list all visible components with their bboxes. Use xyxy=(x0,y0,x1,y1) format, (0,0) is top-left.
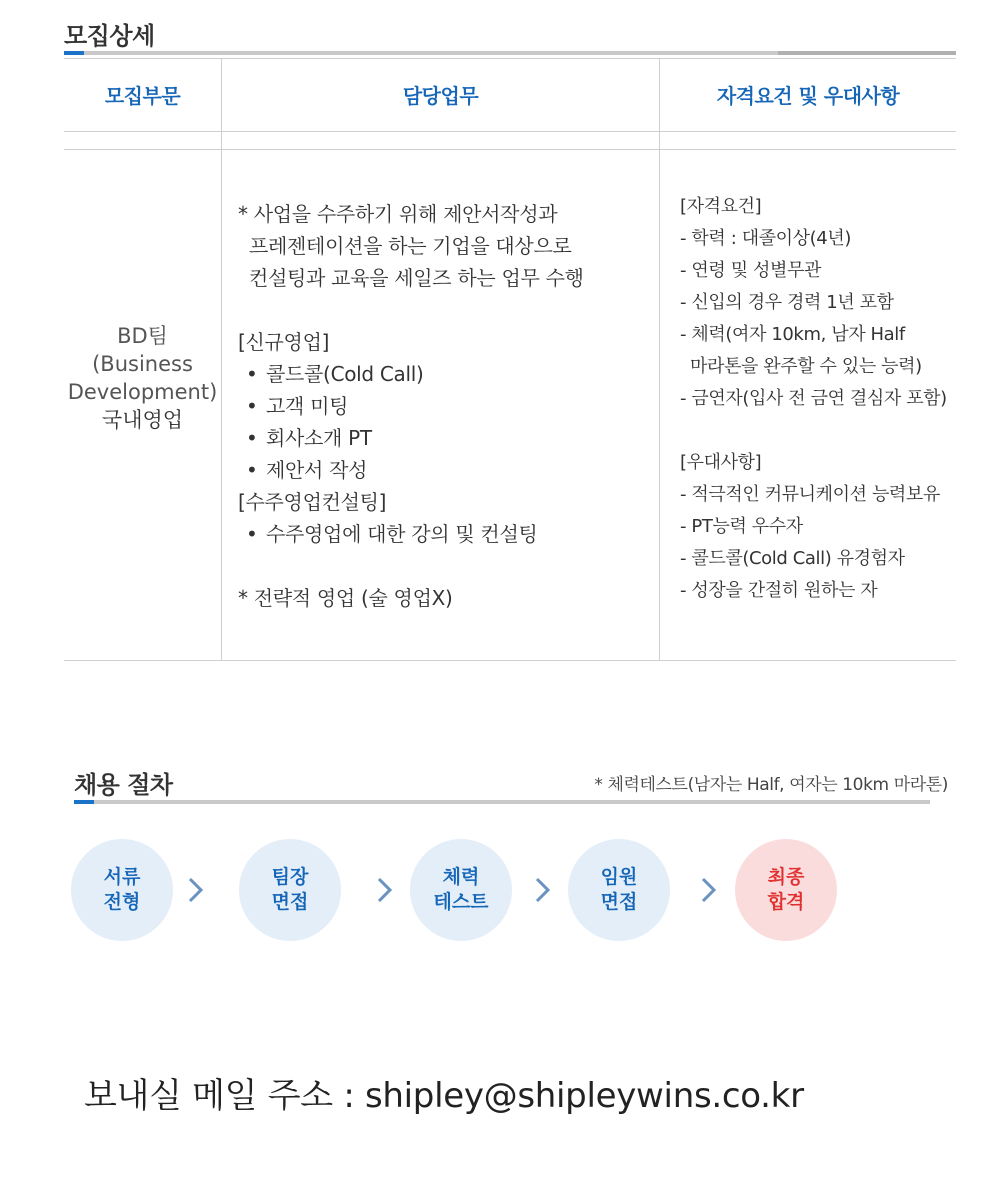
qual-item: - 연령 및 성별무관 xyxy=(680,260,821,281)
header-department: 모집부문 xyxy=(104,83,181,108)
section-rule-accent xyxy=(778,51,956,55)
duty-item: • 회사소개 PT xyxy=(238,422,584,454)
qual-item: - 신입의 경우 경력 1년 포함 xyxy=(680,292,894,313)
step-label: 면접 xyxy=(271,891,309,913)
section-rule xyxy=(74,800,930,804)
duty-item: • 고객 미팅 xyxy=(238,390,584,422)
step-team-interview xyxy=(239,839,341,941)
chevron-right-icon xyxy=(186,876,206,904)
step-label: 팀장 xyxy=(271,866,309,888)
table-line xyxy=(64,131,956,132)
department-area: 국내영업 xyxy=(101,408,184,432)
step-label: 테스트 xyxy=(433,891,489,913)
process-note: * 체력테스트(남자는 Half, 여자는 10km 마라톤) xyxy=(594,775,948,795)
chevron-right-icon xyxy=(533,876,553,904)
duty-item: • 콜드콜(Cold Call) xyxy=(238,358,584,390)
qual-item: - 성장을 간절히 원하는 자 xyxy=(680,580,878,601)
qual-item: - 체력(여자 10km, 남자 Half xyxy=(680,324,905,345)
qual-heading: [자격요건] xyxy=(680,196,762,217)
step-final-pass xyxy=(735,839,837,941)
table-line xyxy=(64,660,956,661)
table-line xyxy=(64,149,956,150)
step-executive-interview xyxy=(568,839,670,941)
department-team: BD팀 xyxy=(117,324,168,348)
step-label: 면접 xyxy=(600,891,638,913)
step-fitness-test xyxy=(410,839,512,941)
step-label: 전형 xyxy=(103,891,141,913)
qual-item: - PT능력 우수자 xyxy=(680,516,803,537)
header-qualifications: 자격요건 및 우대사항 xyxy=(716,83,900,108)
qual-item: 마라톤을 완주할 수 있는 능력) xyxy=(690,356,922,377)
header-duties: 담당업무 xyxy=(402,83,479,108)
step-label: 체력 xyxy=(442,866,480,888)
section-rule-highlight xyxy=(64,51,84,55)
duties-cell xyxy=(238,198,584,614)
qualifications-cell xyxy=(680,191,947,607)
qual-heading: [우대사항] xyxy=(680,452,762,473)
duty-note: * 전략적 영업 (술 영업X) xyxy=(238,586,453,610)
duty-intro: 컨설팅과 교육을 세일즈 하는 업무 수행 xyxy=(249,266,584,290)
qual-item: - 학력 : 대졸이상(4년) xyxy=(680,228,851,249)
contact-email: 보내실 메일 주소 : shipley@shipleywins.co.kr xyxy=(84,1076,804,1116)
qual-item: - 금연자(입사 전 금연 결심자 포함) xyxy=(680,388,947,409)
step-label: 서류 xyxy=(103,866,141,888)
table-divider xyxy=(659,58,660,661)
qual-item: - 적극적인 커뮤니케이션 능력보유 xyxy=(680,484,940,505)
qual-item: - 콜드콜(Cold Call) 유경험자 xyxy=(680,548,905,569)
recruit-section-title: 모집상세 xyxy=(64,22,155,50)
step-document-screening xyxy=(71,839,173,941)
department-cell xyxy=(64,322,221,434)
department-desc: Development) xyxy=(67,380,218,404)
table-divider xyxy=(221,58,222,661)
duty-item: • 수주영업에 대한 강의 및 컨설팅 xyxy=(238,518,584,550)
chevron-right-icon xyxy=(375,876,395,904)
duty-intro: * 사업을 수주하기 위해 제안서작성과 xyxy=(238,202,558,226)
duty-heading: [신규영업] xyxy=(238,330,330,354)
department-desc: (Business xyxy=(92,352,193,376)
process-section-title: 채용 절차 xyxy=(74,771,173,799)
step-label: 임원 xyxy=(600,866,638,888)
step-label: 합격 xyxy=(767,891,805,913)
duty-heading: [수주영업컨설팅] xyxy=(238,490,387,514)
chevron-right-icon xyxy=(699,876,719,904)
duty-item: • 제안서 작성 xyxy=(238,454,584,486)
section-rule-highlight xyxy=(74,800,94,804)
step-label: 최종 xyxy=(767,866,805,888)
duty-intro: 프레젠테이션을 하는 기업을 대상으로 xyxy=(249,234,572,258)
